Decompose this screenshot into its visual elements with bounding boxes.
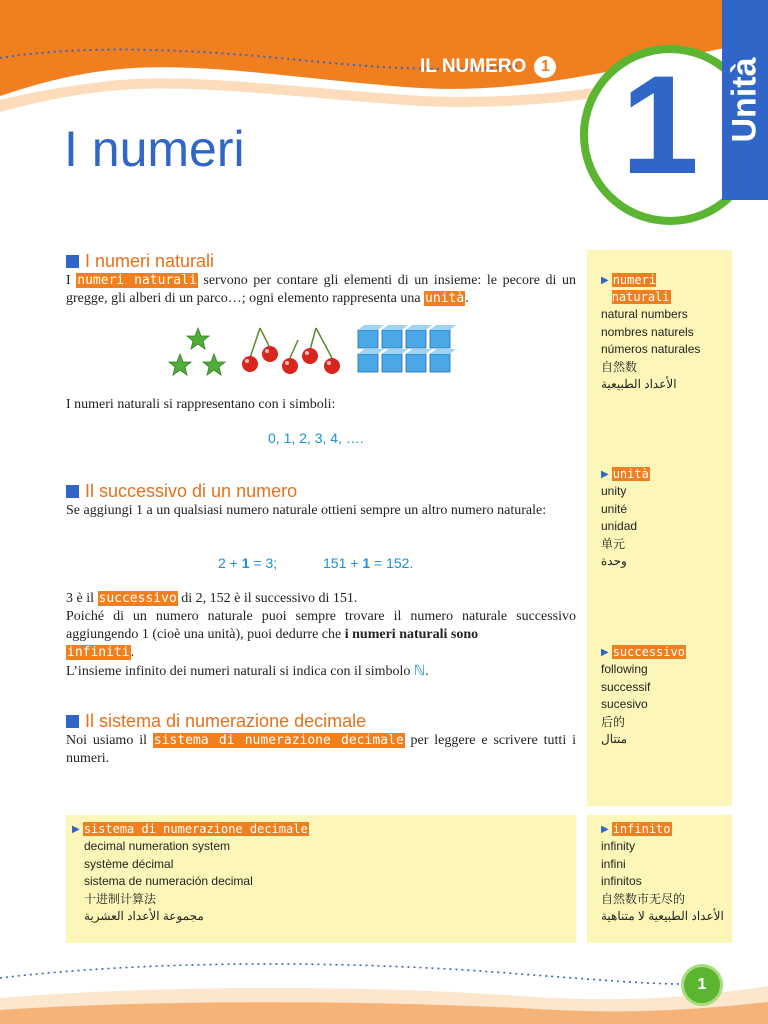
- unit-label: Unità: [725, 57, 764, 143]
- paragraph-successivo-4: L’insieme infinito dei numeri naturali si indica con il simbolo ℕ.: [66, 663, 429, 679]
- arrow-right-icon: ▶: [601, 275, 609, 286]
- naturals-symbol: ℕ: [413, 663, 426, 679]
- glossary-entry-naturali: ▶ numeri naturali natural numbers nombres naturels números naturales 自然数 الأعداد الطبيعية: [601, 273, 701, 391]
- glossary-entry-successivo: ▶ successivo following successif sucesivo 后的 متتال: [601, 645, 685, 746]
- cherries-icon: [242, 328, 340, 374]
- highlight-unita: unità: [425, 291, 465, 306]
- counting-illustration: [160, 320, 480, 380]
- page-number: 1: [681, 964, 723, 1006]
- glossary-sidebar: [587, 250, 732, 806]
- chapter-number-badge: 1: [534, 56, 556, 78]
- glossary-entry-infinito: ▶ infinito infinity infini infinitos 自然数市无尽的 الأعداد الطبيعية لا متناهية: [601, 822, 724, 923]
- glossary-entry-unita: ▶ unità unity unité unidad 单元 وحدة: [601, 467, 649, 568]
- section-bullet: [66, 255, 79, 268]
- section-bullet: [66, 485, 79, 498]
- section-title-decimale: Il sistema di numerazione decimale: [66, 711, 366, 732]
- paragraph-naturali-1: I numeri naturali servono per contare gli elementi di un insieme: le pecore di un gregge, gli alberi di un parco…; ogni elemento rappresenta una unità.: [66, 273, 576, 306]
- paragraph-decimale-1: Noi usiamo il sistema di numerazione decimale per leggere e scrivere tutti i numeri.: [66, 733, 576, 766]
- arrow-right-icon: ▶: [601, 647, 609, 658]
- formula-1: 2 + 1 = 3;: [218, 555, 278, 571]
- section-title-naturali: I numeri naturali: [66, 251, 214, 272]
- arrow-right-icon: ▶: [72, 824, 80, 835]
- paragraph-successivo-3: Poiché di un numero naturale puoi sempre trovare il numero naturale successivo aggiungendo 1 (cioè una unità), puoi dedurre che i numeri naturali sono infiniti.: [66, 609, 576, 660]
- arrow-right-icon: ▶: [601, 469, 609, 480]
- chapter-label: [420, 56, 556, 78]
- highlight-infiniti: infiniti: [67, 645, 130, 660]
- page-title: I numeri: [64, 121, 245, 177]
- cubes-icon: [358, 325, 456, 372]
- unit-number: 1: [621, 46, 699, 203]
- highlight-numeri-naturali: numeri naturali: [77, 273, 197, 288]
- paragraph-naturali-2: I numeri naturali si rappresentano con i simboli:: [66, 397, 336, 412]
- highlight-sistema-decimale: sistema di numerazione decimale: [153, 733, 404, 748]
- stars-icon: [169, 328, 225, 375]
- paragraph-successivo-1: Se aggiungi 1 a un qualsiasi numero naturale ottieni sempre un altro numero naturale:: [66, 503, 547, 518]
- glossary-entry-decimale: ▶ sistema di numerazione decimale decimal numeration system système décimal sistema de numeración decimal 十进制计算法 مجموعة الأعداد العشرية: [72, 822, 308, 923]
- section-bullet: [66, 715, 79, 728]
- section-title-successivo: Il successivo di un numero: [66, 481, 297, 502]
- chapter-label-text: IL NUMERO: [420, 56, 527, 77]
- highlight-successivo: successivo: [98, 591, 177, 606]
- arrow-right-icon: ▶: [601, 824, 609, 835]
- paragraph-successivo-2: 3 è il successivo di 2, 152 è il successivo di 151.: [66, 591, 358, 606]
- glossary-box-infinito: [587, 815, 732, 943]
- formula-2: 151 + 1 = 152.: [323, 555, 414, 571]
- natural-symbols: 0, 1, 2, 3, 4, ….: [268, 430, 364, 446]
- glossary-box-decimale: [66, 815, 576, 943]
- footer-decoration: [0, 950, 768, 1024]
